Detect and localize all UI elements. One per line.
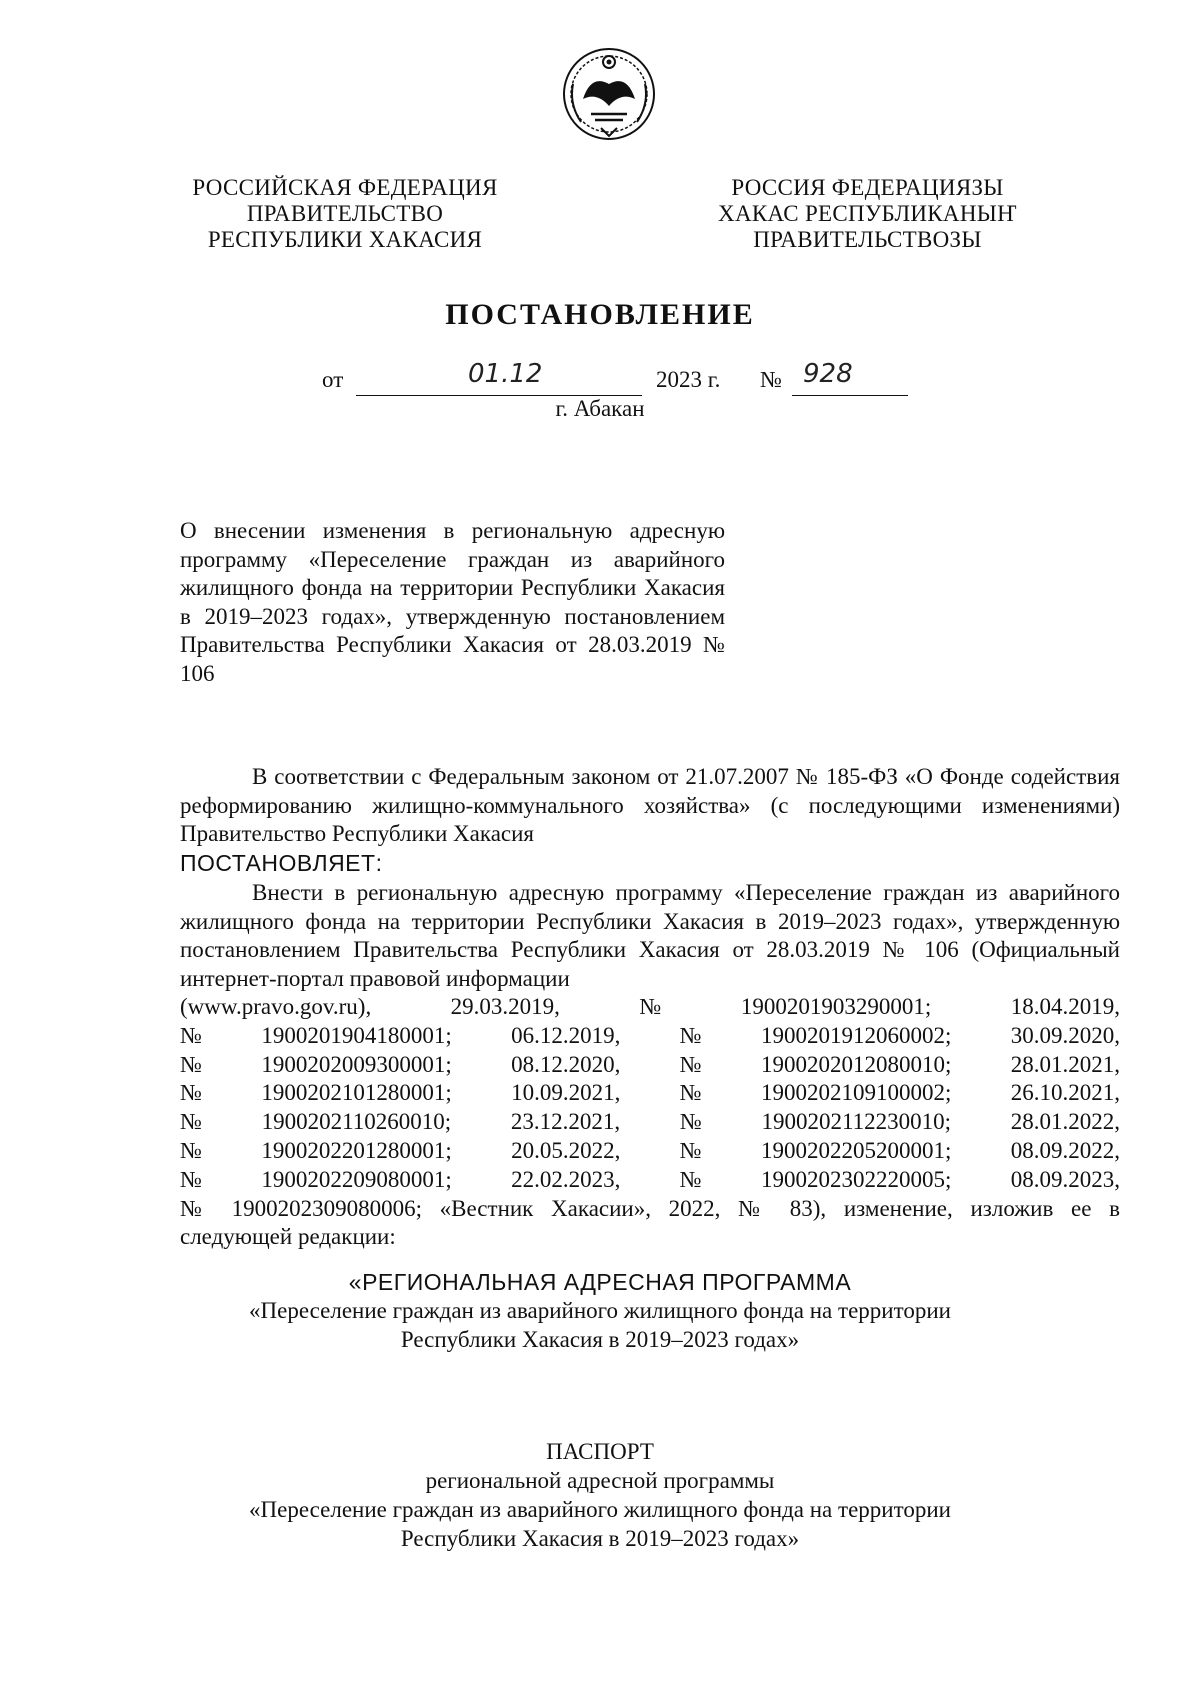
ref-cell: 06.12.2019,	[511, 1022, 621, 1048]
number-label: №	[760, 367, 782, 392]
ref-cell: 08.12.2020,	[511, 1051, 621, 1077]
year-label: 2023 г.	[656, 367, 721, 392]
ref-cell: 23.12.2021,	[510, 1109, 621, 1135]
passport-subtitle: региональной адресной программы	[425, 1468, 775, 1493]
date-line	[0, 359, 1200, 397]
ref-cell: №	[180, 1080, 202, 1106]
publication-row	[180, 1079, 1120, 1108]
publication-row	[180, 1137, 1120, 1166]
ref-cell: 1900202201280001;	[261, 1137, 452, 1163]
body-paragraph-2	[180, 879, 1120, 993]
ref-cell: 18.04.2019,	[1010, 994, 1120, 1019]
paragraph-text: Внести в региональную адресную программу «Переселение граждан из аварийного жилищного фонда на территории Республики Хакасия в 2019–2023 годах», утвержденную постановлением Правительства Республики Хакасия от 28.03.2019 № 106 (Официальный интернет-портал правовой информации	[180, 880, 1120, 991]
publication-row	[180, 1166, 1120, 1195]
passport-name-line-2: Республики Хакасия в 2019–2023 годах»	[400, 1526, 800, 1551]
ref-cell: 1900202101280001;	[261, 1080, 452, 1106]
ref-cell: 1900202112230010;	[761, 1109, 951, 1135]
ref-cell: №	[679, 1109, 702, 1135]
ref-cell: №	[180, 1022, 202, 1048]
header-right-line: ХАКАС РЕСПУБЛИКАНЫҤ	[718, 201, 1017, 226]
city: г. Абакан	[555, 396, 645, 421]
ref-cell: 1900202012080010;	[760, 1051, 952, 1077]
header-right	[690, 175, 1045, 253]
ref-cell: 30.09.2020,	[1010, 1022, 1120, 1048]
ref-cell: 08.09.2023,	[1010, 1166, 1120, 1192]
ref-cell: 26.10.2021,	[1010, 1080, 1120, 1106]
program-name-line-1: «Переселение граждан из аварийного жилищного фонда на территории	[249, 1298, 951, 1323]
passport-name-line-1: «Переселение граждан из аварийного жилищного фонда на территории	[249, 1497, 951, 1522]
publication-row	[180, 1051, 1120, 1080]
ref-cell: №	[180, 1051, 202, 1077]
ref-cell: 1900202209080001;	[261, 1166, 452, 1192]
document-subject: О внесении изменения в региональную адресную программу «Переселение граждан из аварийного жилищного фонда на территории Республики Хакасия в 2019–2023 годах», утвержденную постановлением Правительства Республики Хакасия от 28.03.2019 № 106	[180, 518, 725, 686]
header-left-line: ПРАВИТЕЛЬСТВО	[246, 201, 444, 226]
publication-end: следующей редакции:	[180, 1224, 396, 1250]
program-title: «РЕГИОНАЛЬНАЯ АДРЕСНАЯ ПРОГРАММА	[348, 1269, 852, 1295]
header-right-line: РОССИЯ ФЕДЕРАЦИЯЗЫ	[731, 175, 1004, 200]
ref-cell: 1900201904180001;	[261, 1022, 452, 1048]
ref-cell: №	[679, 1080, 702, 1106]
handwritten-date: 01.12	[468, 359, 543, 389]
handwritten-number: 928	[803, 359, 853, 389]
ref-cell: 1900202302220005;	[760, 1166, 952, 1192]
ref-cell: №	[679, 1022, 702, 1048]
resolves-word: ПОСТАНОВЛЯЕТ:	[180, 849, 383, 876]
header-left-line: РОССИЙСКАЯ ФЕДЕРАЦИЯ	[192, 175, 498, 200]
document-type-title: ПОСТАНОВЛЕНИЕ	[445, 298, 755, 331]
ref-cell: №	[639, 994, 662, 1019]
ref-cell: №	[679, 1051, 702, 1077]
ref-cell: (www.pravo.gov.ru),	[180, 994, 372, 1019]
ref-cell: 1900202109100002;	[760, 1080, 952, 1106]
ref-cell: 1900201903290001;	[740, 994, 932, 1019]
ref-cell: 1900201912060002;	[760, 1022, 952, 1048]
from-label: от	[322, 367, 344, 392]
header-left	[175, 175, 515, 253]
program-name-line-2: Республики Хакасия в 2019–2023 годах»	[400, 1327, 800, 1352]
ref-cell: №	[180, 1137, 202, 1163]
ref-cell: №	[180, 1109, 202, 1135]
publication-row	[180, 1108, 1120, 1137]
coat-of-arms-emblem	[561, 44, 657, 144]
ref-cell: 20.05.2022,	[511, 1137, 621, 1163]
publication-tail: № 1900202309080006; «Вестник Хакасии», 2022, № 83), изменение, изложив ее в	[180, 1195, 1120, 1221]
publication-row	[180, 1022, 1120, 1051]
header-right-line: ПРАВИТЕЛЬСТВОЗЫ	[753, 227, 982, 252]
publication-references	[180, 993, 1120, 1252]
passport-title: ПАСПОРТ	[546, 1439, 654, 1464]
ref-cell: 22.02.2023,	[511, 1166, 621, 1192]
ref-cell: 28.01.2021,	[1010, 1051, 1120, 1077]
ref-cell: 08.09.2022,	[1010, 1137, 1120, 1163]
ref-cell: №	[679, 1166, 702, 1192]
ref-cell: 28.01.2022,	[1010, 1109, 1120, 1135]
header-left-line: РЕСПУБЛИКИ ХАКАСИЯ	[207, 227, 483, 252]
ref-cell: 10.09.2021,	[511, 1080, 621, 1106]
ref-cell: 1900202205200001;	[760, 1137, 952, 1163]
publication-row	[180, 993, 1120, 1022]
paragraph-text: В соответствии с Федеральным законом от 21.07.2007 № 185-ФЗ «О Фонде содействия реформированию жилищно-коммунального хозяйства» (с последующими изменениями) Правительство Республики Хакасия	[180, 764, 1120, 846]
ref-cell: 1900202110260010;	[261, 1109, 452, 1135]
body-paragraph-1	[180, 763, 1120, 877]
ref-cell: 1900202009300001;	[261, 1051, 452, 1077]
ref-cell: №	[180, 1166, 202, 1192]
ref-cell: 29.03.2019,	[450, 994, 560, 1019]
ref-cell: №	[679, 1137, 702, 1163]
